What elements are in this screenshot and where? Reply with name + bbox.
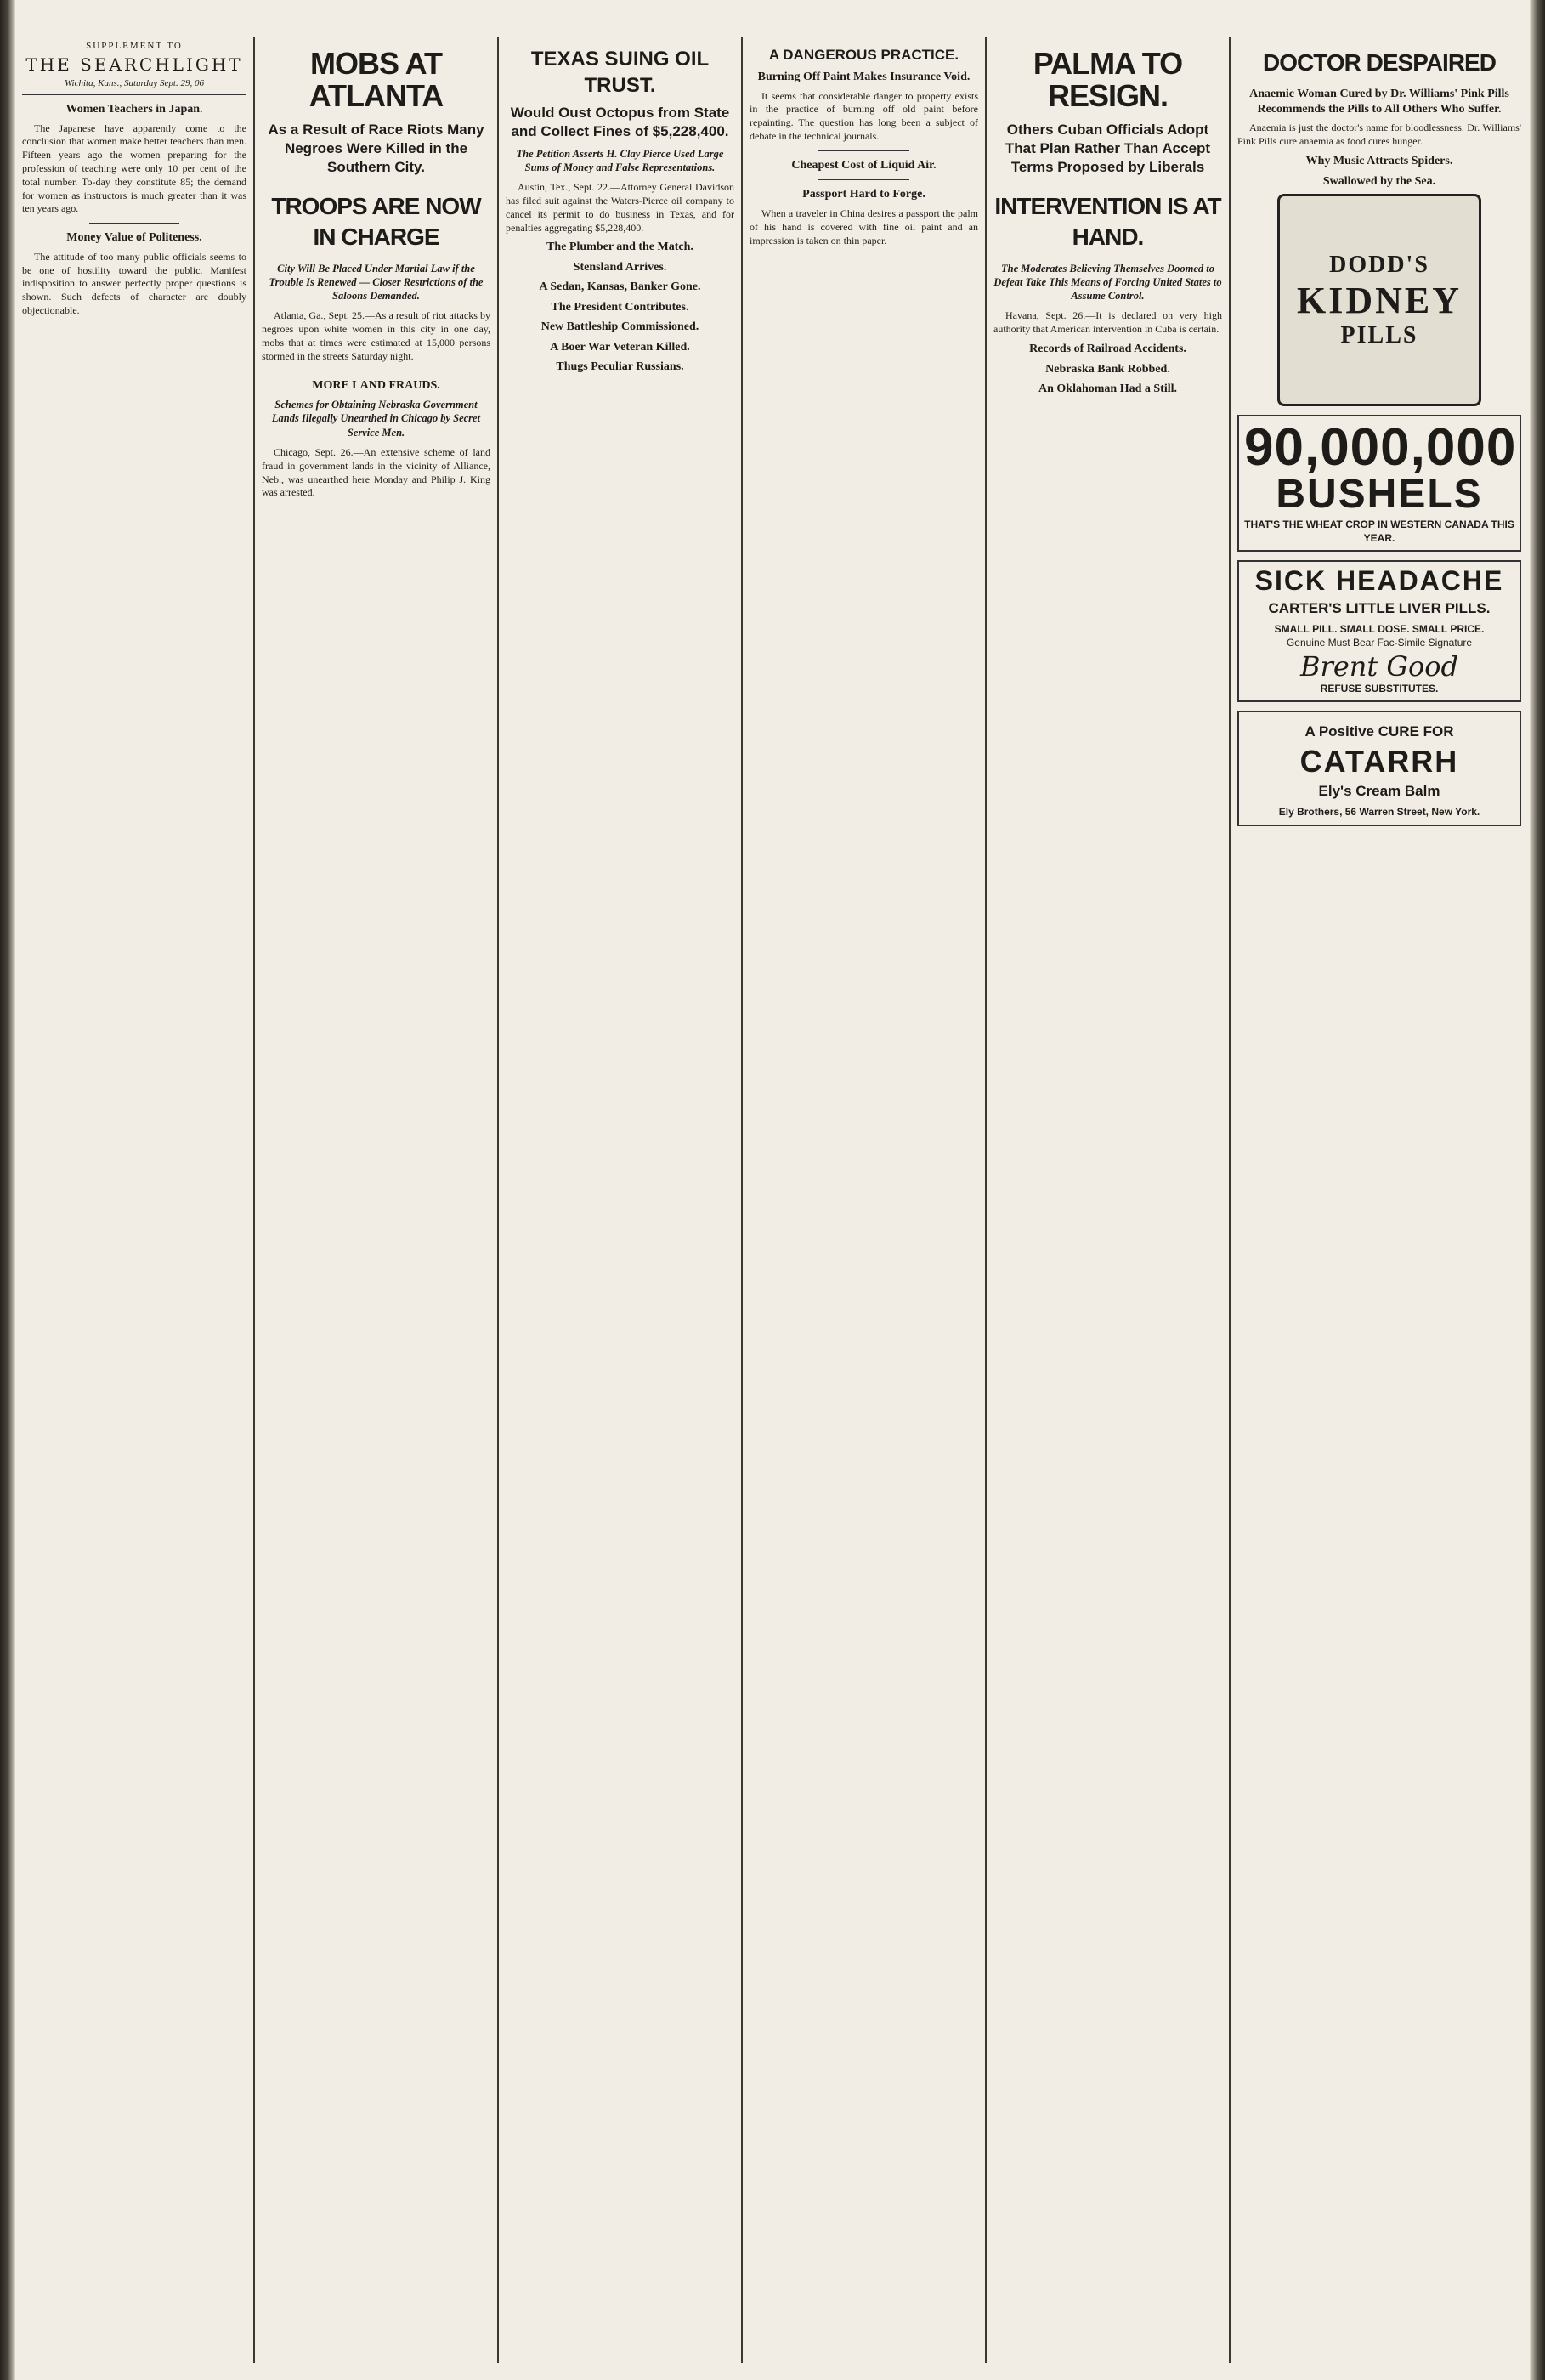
ad-text: Genuine Must Bear Fac-Simile Signature <box>1286 636 1473 649</box>
article-text: When a traveler in China desires a passport the palm of his hand is covered with fine oil paint and an impression is taken on thin paper. <box>750 207 978 246</box>
article-heading: Swallowed by the Sea. <box>1322 174 1436 188</box>
article-text: The Japanese have apparently come to the conclusion that women make better teachers than men. Fifteen years ago the women preparing for the profession of teaching were only 10 per cent of the total number. To-day they constitute 85; the demand for women as instructors is much greater than it was ten years ago. <box>22 122 246 215</box>
ad-text: A Positive CURE FOR <box>1304 723 1454 740</box>
divider <box>818 179 910 180</box>
ad-brand: DODD'S <box>1329 251 1429 278</box>
column-2 <box>255 41 497 2363</box>
column-6 <box>1231 41 1528 2363</box>
headline: INTERVENTION IS AT HAND. <box>994 192 1221 251</box>
divider <box>818 150 910 151</box>
scan-left-edge <box>0 0 15 2380</box>
article-text: Anaemia is just the doctor's name for bloodlessness. Dr. Williams' Pink Pills cure anaemia as food cures hunger. <box>1237 122 1521 148</box>
article-heading: Passport Hard to Forge. <box>802 188 925 201</box>
masthead-supplement: SUPPLEMENT TO <box>86 41 183 51</box>
bushels-ad <box>1237 415 1521 552</box>
article-heading: Nebraska Bank Robbed. <box>1045 362 1170 376</box>
ad-heading: SICK HEADACHE <box>1254 565 1504 597</box>
carters-ad <box>1237 560 1521 702</box>
column-3 <box>499 41 741 2363</box>
ad-brand: PILLS <box>1340 321 1418 348</box>
subheadline: Anaemic Woman Cured by Dr. Williams' Pink Pills Recommends the Pills to All Others Who Suffer. <box>1249 88 1509 116</box>
headline: TEXAS SUING OIL TRUST. <box>530 48 710 98</box>
elys-cream-balm-ad <box>1237 711 1521 826</box>
masthead <box>22 41 246 95</box>
masthead-dateline: Wichita, Kans., Saturday Sept. 29, 06 <box>22 78 246 95</box>
article-heading: The Plumber and the Match. <box>546 241 693 254</box>
article-heading: Cheapest Cost of Liquid Air. <box>791 158 937 172</box>
ad-heading: CATARRH <box>1299 744 1459 779</box>
article-text: Havana, Sept. 26.—It is declared on very high authority that American intervention in Cuba is certain. <box>993 309 1222 336</box>
ad-text: SMALL PILL. SMALL DOSE. SMALL PRICE. <box>1274 623 1485 636</box>
article-heading: New Battleship Commissioned. <box>540 320 699 334</box>
subheadline: Would Oust Octopus from State and Collect Fines of $5,228,400. <box>510 105 730 140</box>
subheadline: Burning Off Paint Makes Insurance Void. <box>757 71 971 84</box>
column-1 <box>15 41 253 2363</box>
article-text: Austin, Tex., Sept. 22.—Attorney General Davidson has filed suit against the Waters-Pierce oil company to cancel its permit to do business in Texas, and for penalties aggregating $5,228,400. <box>506 181 734 234</box>
deck: The Petition Asserts H. Clay Pierce Used Large Sums of Money and False Representations. <box>516 147 724 173</box>
headline: PALMA TO RESIGN. <box>1033 46 1183 113</box>
article-heading: A Sedan, Kansas, Banker Gone. <box>539 280 701 294</box>
article-heading: Women Teachers in Japan. <box>65 103 203 116</box>
ad-text: REFUSE SUBSTITUTES. <box>1320 682 1439 694</box>
ad-number: 90,000,000 <box>1244 418 1517 478</box>
headline: MOBS AT ATLANTA <box>308 46 444 113</box>
article-heading: Thugs Peculiar Russians. <box>556 360 684 374</box>
article-heading: Records of Railroad Accidents. <box>1029 343 1186 356</box>
deck: City Will Be Placed Under Martial Law if the Trouble Is Renewed — Closer Restrictions of the Saloons Demanded. <box>269 262 484 303</box>
ad-heading: BUSHELS <box>1276 472 1483 518</box>
article-text: The attitude of too many public officials seems to be one of hostility toward the public. Manifest indisposition to answer perfectly proper questions is shown. Such defects of character are doubly objectionable. <box>22 250 246 317</box>
article-heading: Why Music Attracts Spiders. <box>1305 155 1453 168</box>
deck: Schemes for Obtaining Nebraska Government Lands Illegally Unearthed in Chicago by Secret Service Men. <box>271 399 481 439</box>
headline: A DANGEROUS PRACTICE. <box>768 47 959 63</box>
ad-text: Ely Brothers, 56 Warren Street, New York. <box>1278 806 1480 819</box>
article-text: It seems that considerable danger to property exists in the practice of burning off old paint before repainting. The question has long been a subject of debate in the technical journals. <box>750 89 978 143</box>
article-heading: A Boer War Veteran Killed. <box>550 340 690 354</box>
article-heading: An Oklahoman Had a Still. <box>1038 382 1177 396</box>
masthead-title: THE SEARCHLIGHT <box>25 54 243 75</box>
deck: The Moderates Believing Themselves Doomed to Defeat Take This Means of Forcing United States to Assume Control. <box>993 262 1222 303</box>
ad-brand: Ely's Cream Balm <box>1318 783 1440 800</box>
subheadline: Others Cuban Officials Adopt That Plan Rather Than Accept Terms Proposed by Liberals <box>1005 121 1211 175</box>
article-text: Atlanta, Ga., Sept. 25.—As a result of riot attacks by negroes upon white women in this city in one day, mobs that at times were estimated at 15,000 persons stormed in the streets Saturday night. <box>262 309 490 362</box>
scan-right-edge <box>1530 0 1545 2380</box>
article-heading: Money Value of Politeness. <box>66 231 202 245</box>
column-4 <box>743 41 985 2363</box>
ad-signature: Brent Good <box>1300 649 1458 683</box>
headline: TROOPS ARE NOW IN CHARGE <box>271 192 481 251</box>
article-text: Chicago, Sept. 26.—An extensive scheme of land fraud in government lands in the vicinity of Alliance, Neb., was unearthed here Monday and Philip J. King was arrested. <box>262 445 490 499</box>
column-5 <box>987 41 1229 2363</box>
subheadline: As a Result of Race Riots Many Negroes Were Killed in the Southern City. <box>268 121 484 175</box>
ad-brand: CARTER'S LITTLE LIVER PILLS. <box>1268 600 1491 617</box>
article-heading: The President Contributes. <box>551 300 689 314</box>
ad-text: THAT'S THE WHEAT CROP IN WESTERN CANADA THIS YEAR. <box>1244 518 1514 544</box>
ad-brand: KIDNEY <box>1296 279 1463 321</box>
article-heading: MORE LAND FRAUDS. <box>312 378 440 392</box>
divider <box>89 223 179 224</box>
headline: DOCTOR DESPAIRED <box>1263 49 1496 76</box>
article-heading: Stensland Arrives. <box>573 260 667 274</box>
dodds-kidney-pills-ad <box>1277 194 1481 406</box>
